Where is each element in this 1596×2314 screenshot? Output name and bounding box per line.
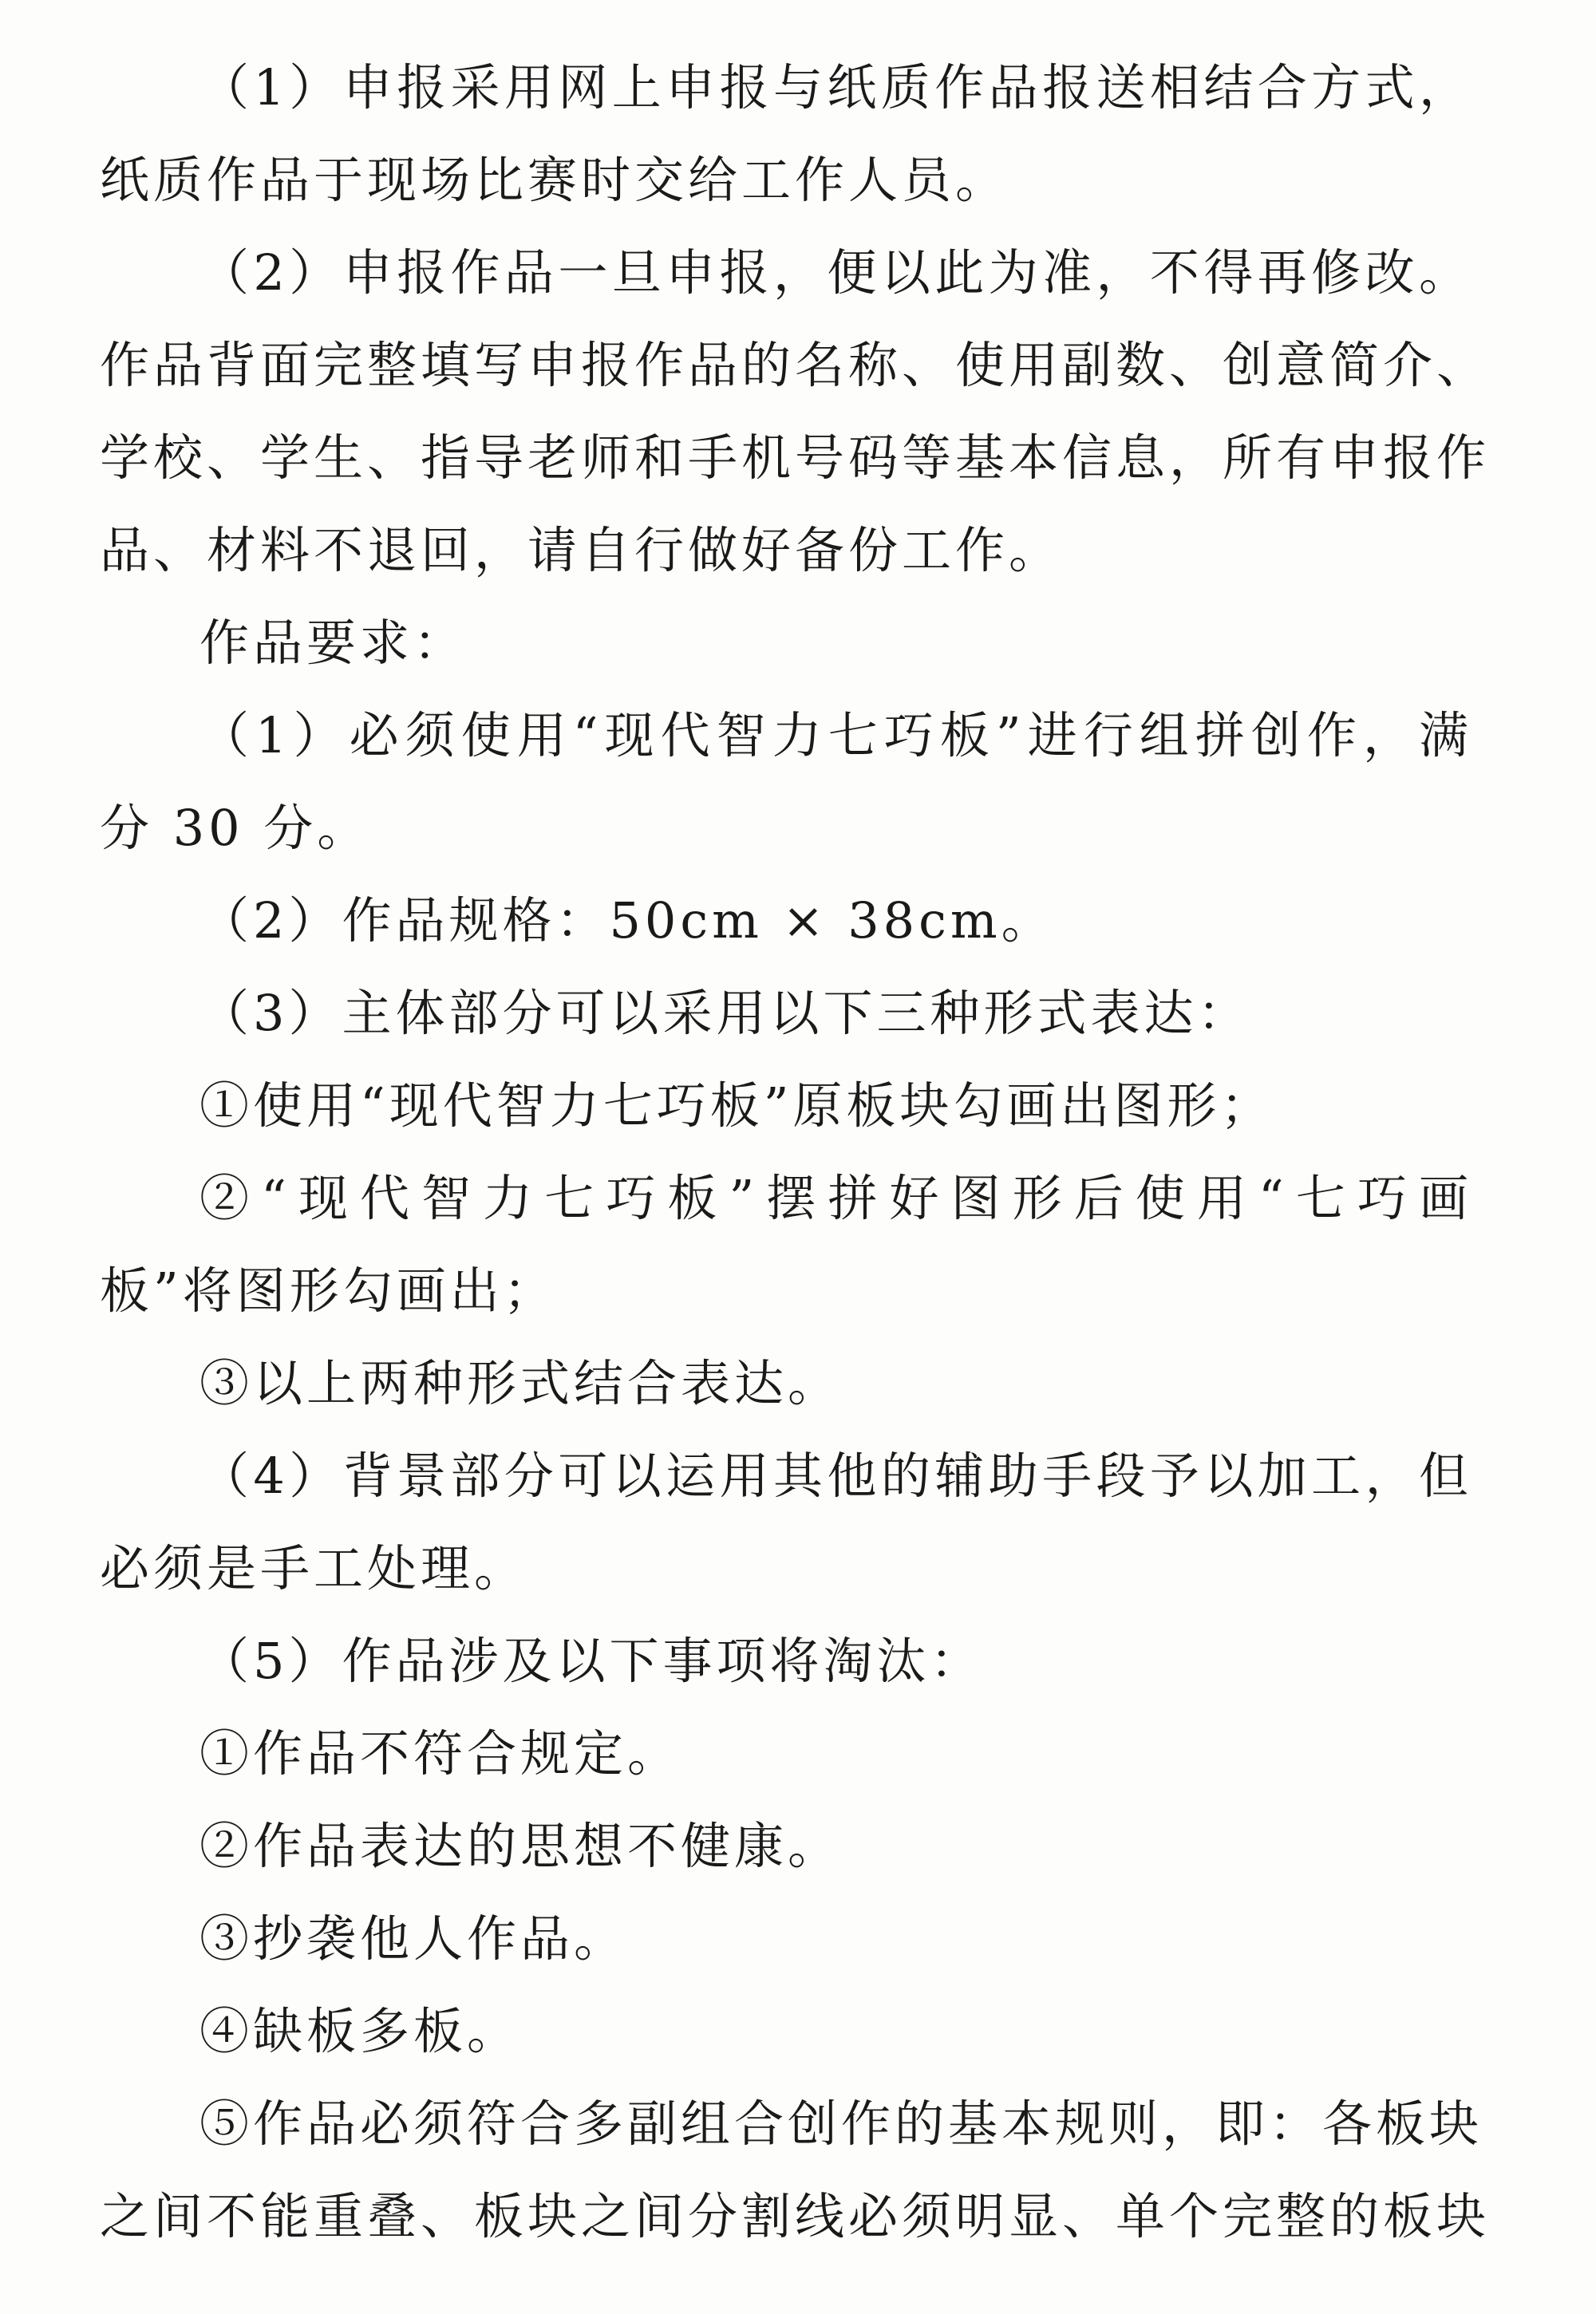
paragraph-line: 作品背面完整填写申报作品的名称、使用副数、创意简介、 (100, 336, 1491, 394)
paragraph-line: （2）作品规格：50cm × 38cm。 (200, 891, 1055, 950)
paragraph-line: （2）申报作品一旦申报，便以此为准，不得再修改。 (200, 243, 1472, 302)
list-item: ③以上两种形式结合表达。 (200, 1354, 842, 1412)
paragraph-line: （5）作品涉及以下事项将淘汰： (200, 1632, 984, 1690)
list-item: ②“现代智力七巧板”摆拼好图形后使用“七巧画 (200, 1169, 1472, 1227)
paragraph-line: 品、材料不退回，请自行做好备份工作。 (100, 521, 1063, 579)
list-item: ⑤作品必须符合多副组合创作的基本规则，即：各板块 (200, 2095, 1483, 2153)
list-item-continuation: 之间不能重叠、板块之间分割线必须明显、单个完整的板块 (100, 2187, 1491, 2245)
list-item: ④缺板多板。 (200, 2002, 521, 2060)
paragraph-line: （4）背景部分可以运用其他的辅助手段予以加工，但 (200, 1447, 1472, 1505)
list-item: ①作品不符合规定。 (200, 1724, 681, 1783)
paragraph-line: 必须是手工处理。 (100, 1539, 528, 1597)
list-item: ①使用“现代智力七巧板”原板块勾画出图形； (200, 1076, 1274, 1135)
list-item: ②作品表达的思想不健康。 (200, 1817, 842, 1875)
paragraph-line: 纸质作品于现场比赛时交给工作人员。 (100, 151, 1009, 209)
paragraph-line: （3）主体部分可以采用以下三种形式表达： (200, 984, 1251, 1042)
section-heading: 作品要求： (200, 614, 468, 672)
paragraph-line: （1）必须使用“现代智力七巧板”进行组拼创作，满 (200, 706, 1472, 764)
paragraph-line: （1）申报采用网上申报与纸质作品报送相结合方式， (200, 58, 1472, 116)
paragraph-line: 分 30 分。 (100, 799, 371, 857)
paragraph-line: 学校、学生、指导老师和手机号码等基本信息，所有申报作 (100, 428, 1491, 487)
list-item-continuation: 板”将图形勾画出； (100, 1262, 557, 1320)
list-item: ③抄袭他人作品。 (200, 1909, 628, 1968)
